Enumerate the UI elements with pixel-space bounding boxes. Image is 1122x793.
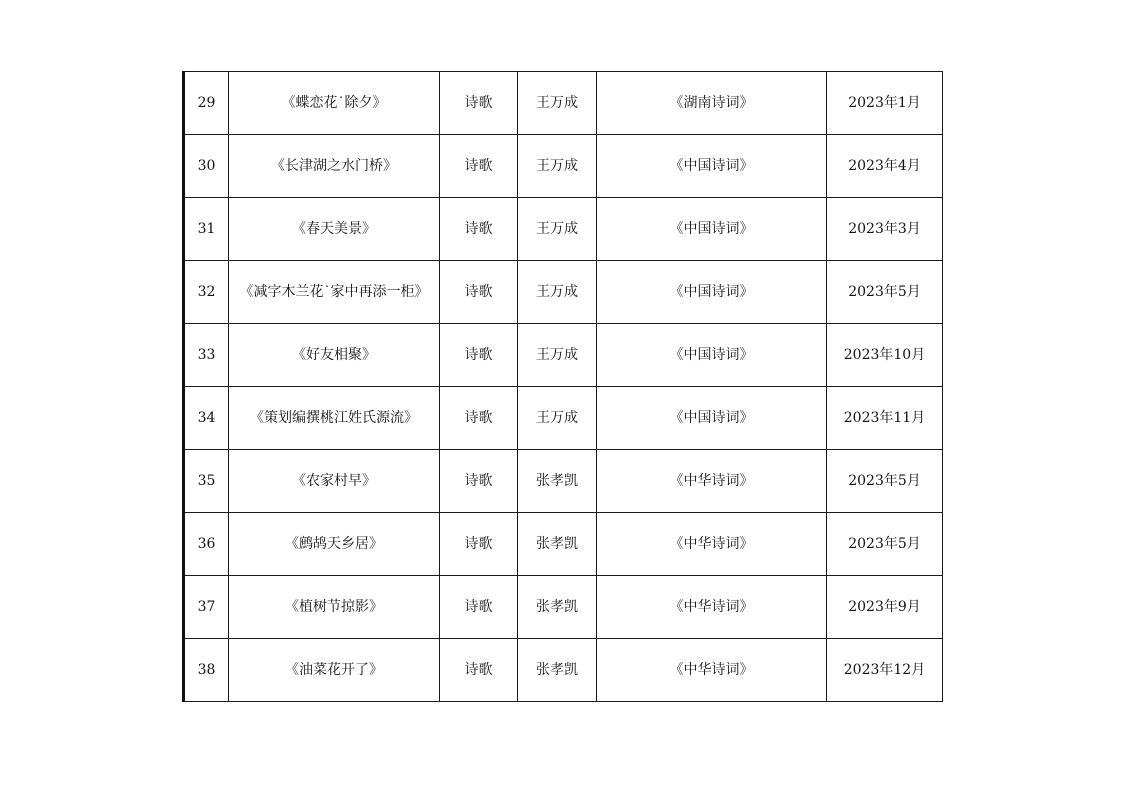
table-row <box>184 198 943 261</box>
work-author: 王万成 <box>518 72 597 135</box>
table-row <box>184 513 943 576</box>
work-date: 2023年1月 <box>827 72 943 135</box>
work-author: 王万成 <box>518 387 597 450</box>
work-title: 《鹧鸪天乡居》 <box>229 513 440 576</box>
work-author: 王万成 <box>518 324 597 387</box>
work-date: 2023年9月 <box>827 576 943 639</box>
work-genre: 诗歌 <box>440 387 518 450</box>
work-date: 2023年4月 <box>827 135 943 198</box>
work-date: 2023年10月 <box>827 324 943 387</box>
work-genre: 诗歌 <box>440 639 518 702</box>
work-title: 《长津湖之水门桥》 <box>229 135 440 198</box>
work-title: 《蝶恋花˙除夕》 <box>229 72 440 135</box>
work-publication: 《中国诗词》 <box>597 387 827 450</box>
work-publication: 《中国诗词》 <box>597 261 827 324</box>
work-genre: 诗歌 <box>440 72 518 135</box>
work-title: 《好友相聚》 <box>229 324 440 387</box>
work-title: 《农家村早》 <box>229 450 440 513</box>
work-author: 张孝凯 <box>518 450 597 513</box>
work-publication: 《中华诗词》 <box>597 576 827 639</box>
work-author: 王万成 <box>518 198 597 261</box>
work-publication: 《中国诗词》 <box>597 198 827 261</box>
table-row <box>184 387 943 450</box>
work-title: 《策划编撰桃江姓氏源流》 <box>229 387 440 450</box>
work-title: 《植树节掠影》 <box>229 576 440 639</box>
work-genre: 诗歌 <box>440 324 518 387</box>
work-author: 张孝凯 <box>518 639 597 702</box>
work-author: 张孝凯 <box>518 513 597 576</box>
work-date: 2023年11月 <box>827 387 943 450</box>
work-publication: 《中华诗词》 <box>597 513 827 576</box>
table-row <box>184 135 943 198</box>
row-number: 30 <box>184 135 229 198</box>
work-date: 2023年12月 <box>827 639 943 702</box>
work-title: 《减字木兰花˙家中再添一柜》 <box>229 261 440 324</box>
row-number: 32 <box>184 261 229 324</box>
row-number: 31 <box>184 198 229 261</box>
work-genre: 诗歌 <box>440 576 518 639</box>
work-title: 《油菜花开了》 <box>229 639 440 702</box>
work-date: 2023年5月 <box>827 261 943 324</box>
row-number: 35 <box>184 450 229 513</box>
table-row <box>184 261 943 324</box>
work-date: 2023年3月 <box>827 198 943 261</box>
work-date: 2023年5月 <box>827 450 943 513</box>
work-genre: 诗歌 <box>440 198 518 261</box>
work-author: 王万成 <box>518 261 597 324</box>
work-publication: 《中华诗词》 <box>597 450 827 513</box>
work-genre: 诗歌 <box>440 261 518 324</box>
row-number: 33 <box>184 324 229 387</box>
row-number: 34 <box>184 387 229 450</box>
work-date: 2023年5月 <box>827 513 943 576</box>
table-row <box>184 324 943 387</box>
row-number: 38 <box>184 639 229 702</box>
work-publication: 《中华诗词》 <box>597 639 827 702</box>
work-publication: 《中国诗词》 <box>597 324 827 387</box>
work-title: 《春天美景》 <box>229 198 440 261</box>
work-genre: 诗歌 <box>440 513 518 576</box>
table-row <box>184 639 943 702</box>
publication-table <box>182 71 943 702</box>
work-publication: 《湖南诗词》 <box>597 72 827 135</box>
work-genre: 诗歌 <box>440 135 518 198</box>
row-number: 36 <box>184 513 229 576</box>
table-row <box>184 576 943 639</box>
work-genre: 诗歌 <box>440 450 518 513</box>
row-number: 29 <box>184 72 229 135</box>
table-row <box>184 72 943 135</box>
table-row <box>184 450 943 513</box>
work-author: 王万成 <box>518 135 597 198</box>
work-author: 张孝凯 <box>518 576 597 639</box>
row-number: 37 <box>184 576 229 639</box>
work-publication: 《中国诗词》 <box>597 135 827 198</box>
